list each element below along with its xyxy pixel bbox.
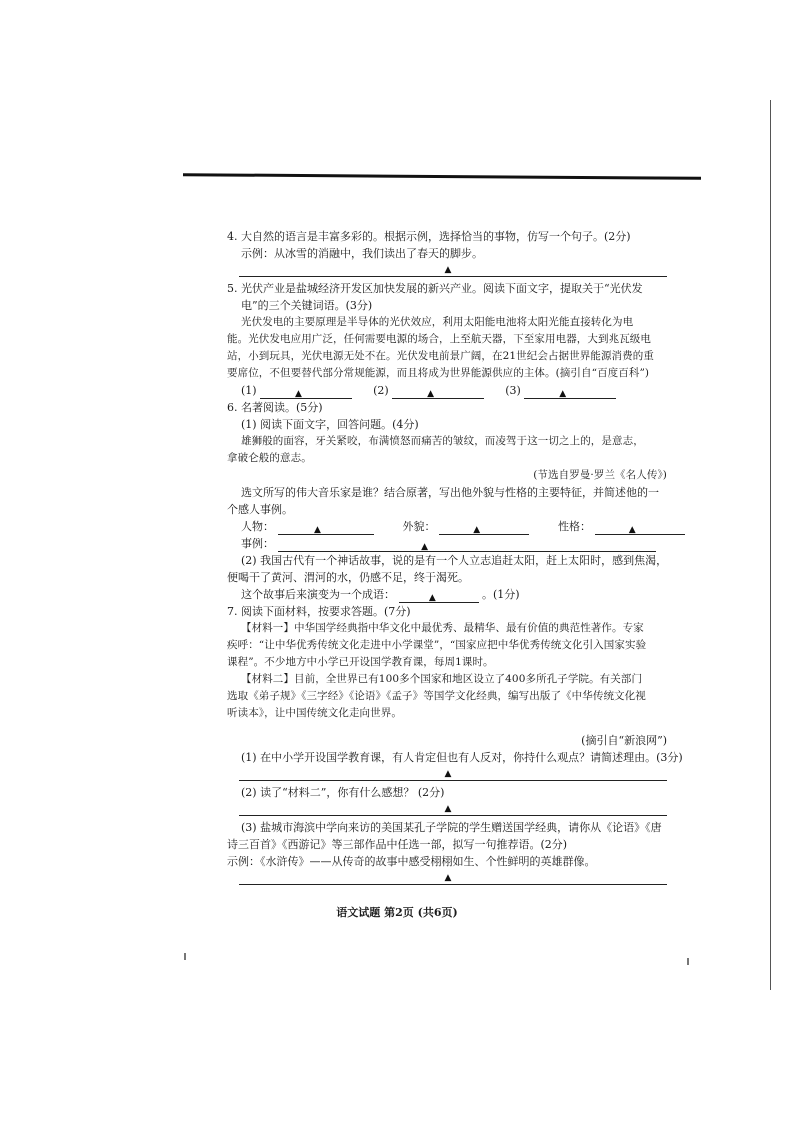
q5-blank-label: (2) — [373, 384, 389, 397]
q4-stem: 4. 大自然的语言是丰富多彩的。根据示例，选择恰当的事物，仿写一个句子。(2分) — [227, 230, 631, 243]
q7-sub1: (1) 在中小学开设国学教育课，有人肯定但也有人反对，你持什么观点？请简述理由。(3分) — [241, 751, 683, 764]
scan-speck — [184, 953, 186, 960]
q5-blank-1[interactable] — [260, 386, 352, 399]
q5-passage: 要席位，不但要替代部分常规能源，而且将成为世界能源供应的主体。(摘引自“百度百科”) — [227, 367, 650, 379]
q7-material-1: 疾呼：“让中华优秀传统文化走进中小学课堂”，“国家应把中华优秀传统文化引入国家实验 — [227, 639, 647, 651]
idiom-field[interactable] — [399, 590, 479, 603]
q6-question: 个感人事例。 — [227, 503, 293, 516]
answer-marker-icon: ▲ — [428, 593, 436, 603]
q6-sub1: (1) 阅读下面文字，回答问题。(4分) — [241, 418, 419, 431]
character-label: 性格： — [558, 520, 591, 533]
answer-marker-icon: ▲ — [444, 873, 452, 883]
scan-edge — [770, 100, 771, 990]
header-rule — [183, 173, 701, 180]
answer-marker-icon: ▲ — [444, 769, 452, 779]
q4-answer-line[interactable] — [239, 262, 667, 277]
answer-marker-icon: ▲ — [628, 525, 636, 535]
q7-material-2: 选取《弟子规》《三字经》《论语》《孟子》等国学文化经典，编写出版了《中华传统文化视 — [227, 690, 646, 702]
q5-blank-label: (1) — [241, 384, 257, 397]
q6-fields-row — [227, 518, 667, 535]
q5-blank-3[interactable] — [524, 386, 616, 399]
q4-example: 示例：从冰雪的消融中，我们读出了春天的脚步。 — [241, 247, 483, 260]
q6-quote: 雄狮般的面容，牙关紧咬，布满愤怒而痛苦的皱纹，而凌驾于这一切之上的，是意志， — [241, 435, 644, 447]
answer-marker-icon: ▲ — [473, 525, 481, 535]
event-field[interactable] — [278, 539, 656, 552]
q5-blank-label: (3) — [505, 384, 521, 397]
look-field[interactable] — [439, 522, 529, 535]
q6-quote: 拿破仑般的意志。 — [227, 452, 312, 464]
q7-material-2: 听读本》，让中国传统文化走向世界。 — [227, 707, 402, 719]
q6-event-row — [227, 535, 667, 552]
q7-sub3-answer-line[interactable] — [239, 870, 667, 885]
q6-quote-source: (节选自罗曼·罗兰《名人传》) — [533, 469, 667, 481]
q7-material-1: 【材料一】中华国学经典指中华文化中最优秀、最精华、最有价值的典范性著作。专家 — [241, 622, 644, 634]
q7-source: (摘引自“新浪网”) — [581, 734, 667, 747]
q7-sub3: (3) 盐城市海滨中学向来访的美国某孔子学院的学生赠送国学经典，请你从《论语》《唐 — [241, 821, 662, 834]
q6-idiom-prompt: 这个故事后来演变为一个成语： — [241, 588, 395, 601]
q7-sub2: (2) 读了“材料二”，你有什么感想？ (2分) — [241, 786, 445, 799]
q7-sub3-example: 示例：《水浒传》——从传奇的故事中感受栩栩如生、个性鲜明的英雄群像。 — [227, 855, 596, 868]
q5-stem: 5. 光伏产业是盐城经济开发区加快发展的新兴产业。阅读下面文字，提取关于“光伏发 — [227, 282, 643, 295]
person-field[interactable] — [278, 522, 374, 535]
q7-stem: 7. 阅读下面材料，按要求答题。(7分) — [227, 605, 411, 618]
answer-marker-icon: ▲ — [421, 542, 429, 552]
q7-sub1-answer-line[interactable] — [239, 766, 667, 781]
q5-passage: 站，小到玩具，光伏电源无处不在。光伏发电前景广阔，在21世纪会占据世界能源消费的重 — [227, 350, 654, 362]
page-footer: 语文试题 第2页 (共6页) — [336, 906, 458, 919]
person-label: 人物： — [241, 520, 274, 533]
q5-passage: 光伏发电的主要原理是半导体的光伏效应，利用太阳能电池将太阳光能直接转化为电 — [241, 316, 634, 328]
event-label: 事例： — [241, 537, 274, 550]
answer-marker-icon: ▲ — [427, 389, 435, 399]
q7-material-2: 【材料二】目前，全世界已有100多个国家和地区设立了400多所孔子学院。有关部门 — [241, 673, 643, 685]
q6-idiom-row — [227, 586, 667, 603]
q7-sub3: 诗三百首》《西游记》等三部作品中任选一部，拟写一句推荐语。(2分) — [227, 838, 568, 851]
q5-passage: 能。光伏发电应用广泛，任何需要电源的场合，上至航天器，下至家用电器，大到兆瓦级电 — [227, 333, 651, 345]
answer-marker-icon: ▲ — [444, 265, 452, 275]
q5-stem: 电”的三个关键词语。(3分) — [241, 299, 373, 312]
character-field[interactable] — [595, 522, 685, 535]
q6-sub2: 便喝干了黄河、渭河的水，仍感不足，终于渴死。 — [227, 571, 469, 584]
q5-blanks-row — [227, 382, 667, 399]
answer-marker-icon: ▲ — [444, 804, 452, 814]
q6-question: 选文所写的伟大音乐家是谁？结合原著，写出他外貌与性格的主要特征，并简述他的一 — [241, 486, 659, 499]
look-label: 外貌： — [402, 520, 436, 533]
q6-sub2: (2) 我国古代有一个神话故事，说的是有一个人立志追赶太阳，赶上太阳时，感到焦渴， — [241, 554, 668, 567]
question-content — [227, 228, 683, 888]
answer-marker-icon: ▲ — [313, 525, 321, 535]
q7-sub2-answer-line[interactable] — [239, 801, 667, 816]
q7-material-1: 课程”。不少地方中小学已开设国学教育课，每周1课时。 — [227, 656, 494, 668]
q6-stem: 6. 名著阅读。(5分) — [227, 401, 323, 414]
q6-idiom-score: 。(1分) — [482, 588, 520, 601]
q5-blank-2[interactable] — [392, 386, 484, 399]
answer-marker-icon: ▲ — [295, 389, 302, 399]
answer-marker-icon: ▲ — [559, 389, 567, 399]
scan-speck — [687, 958, 689, 965]
